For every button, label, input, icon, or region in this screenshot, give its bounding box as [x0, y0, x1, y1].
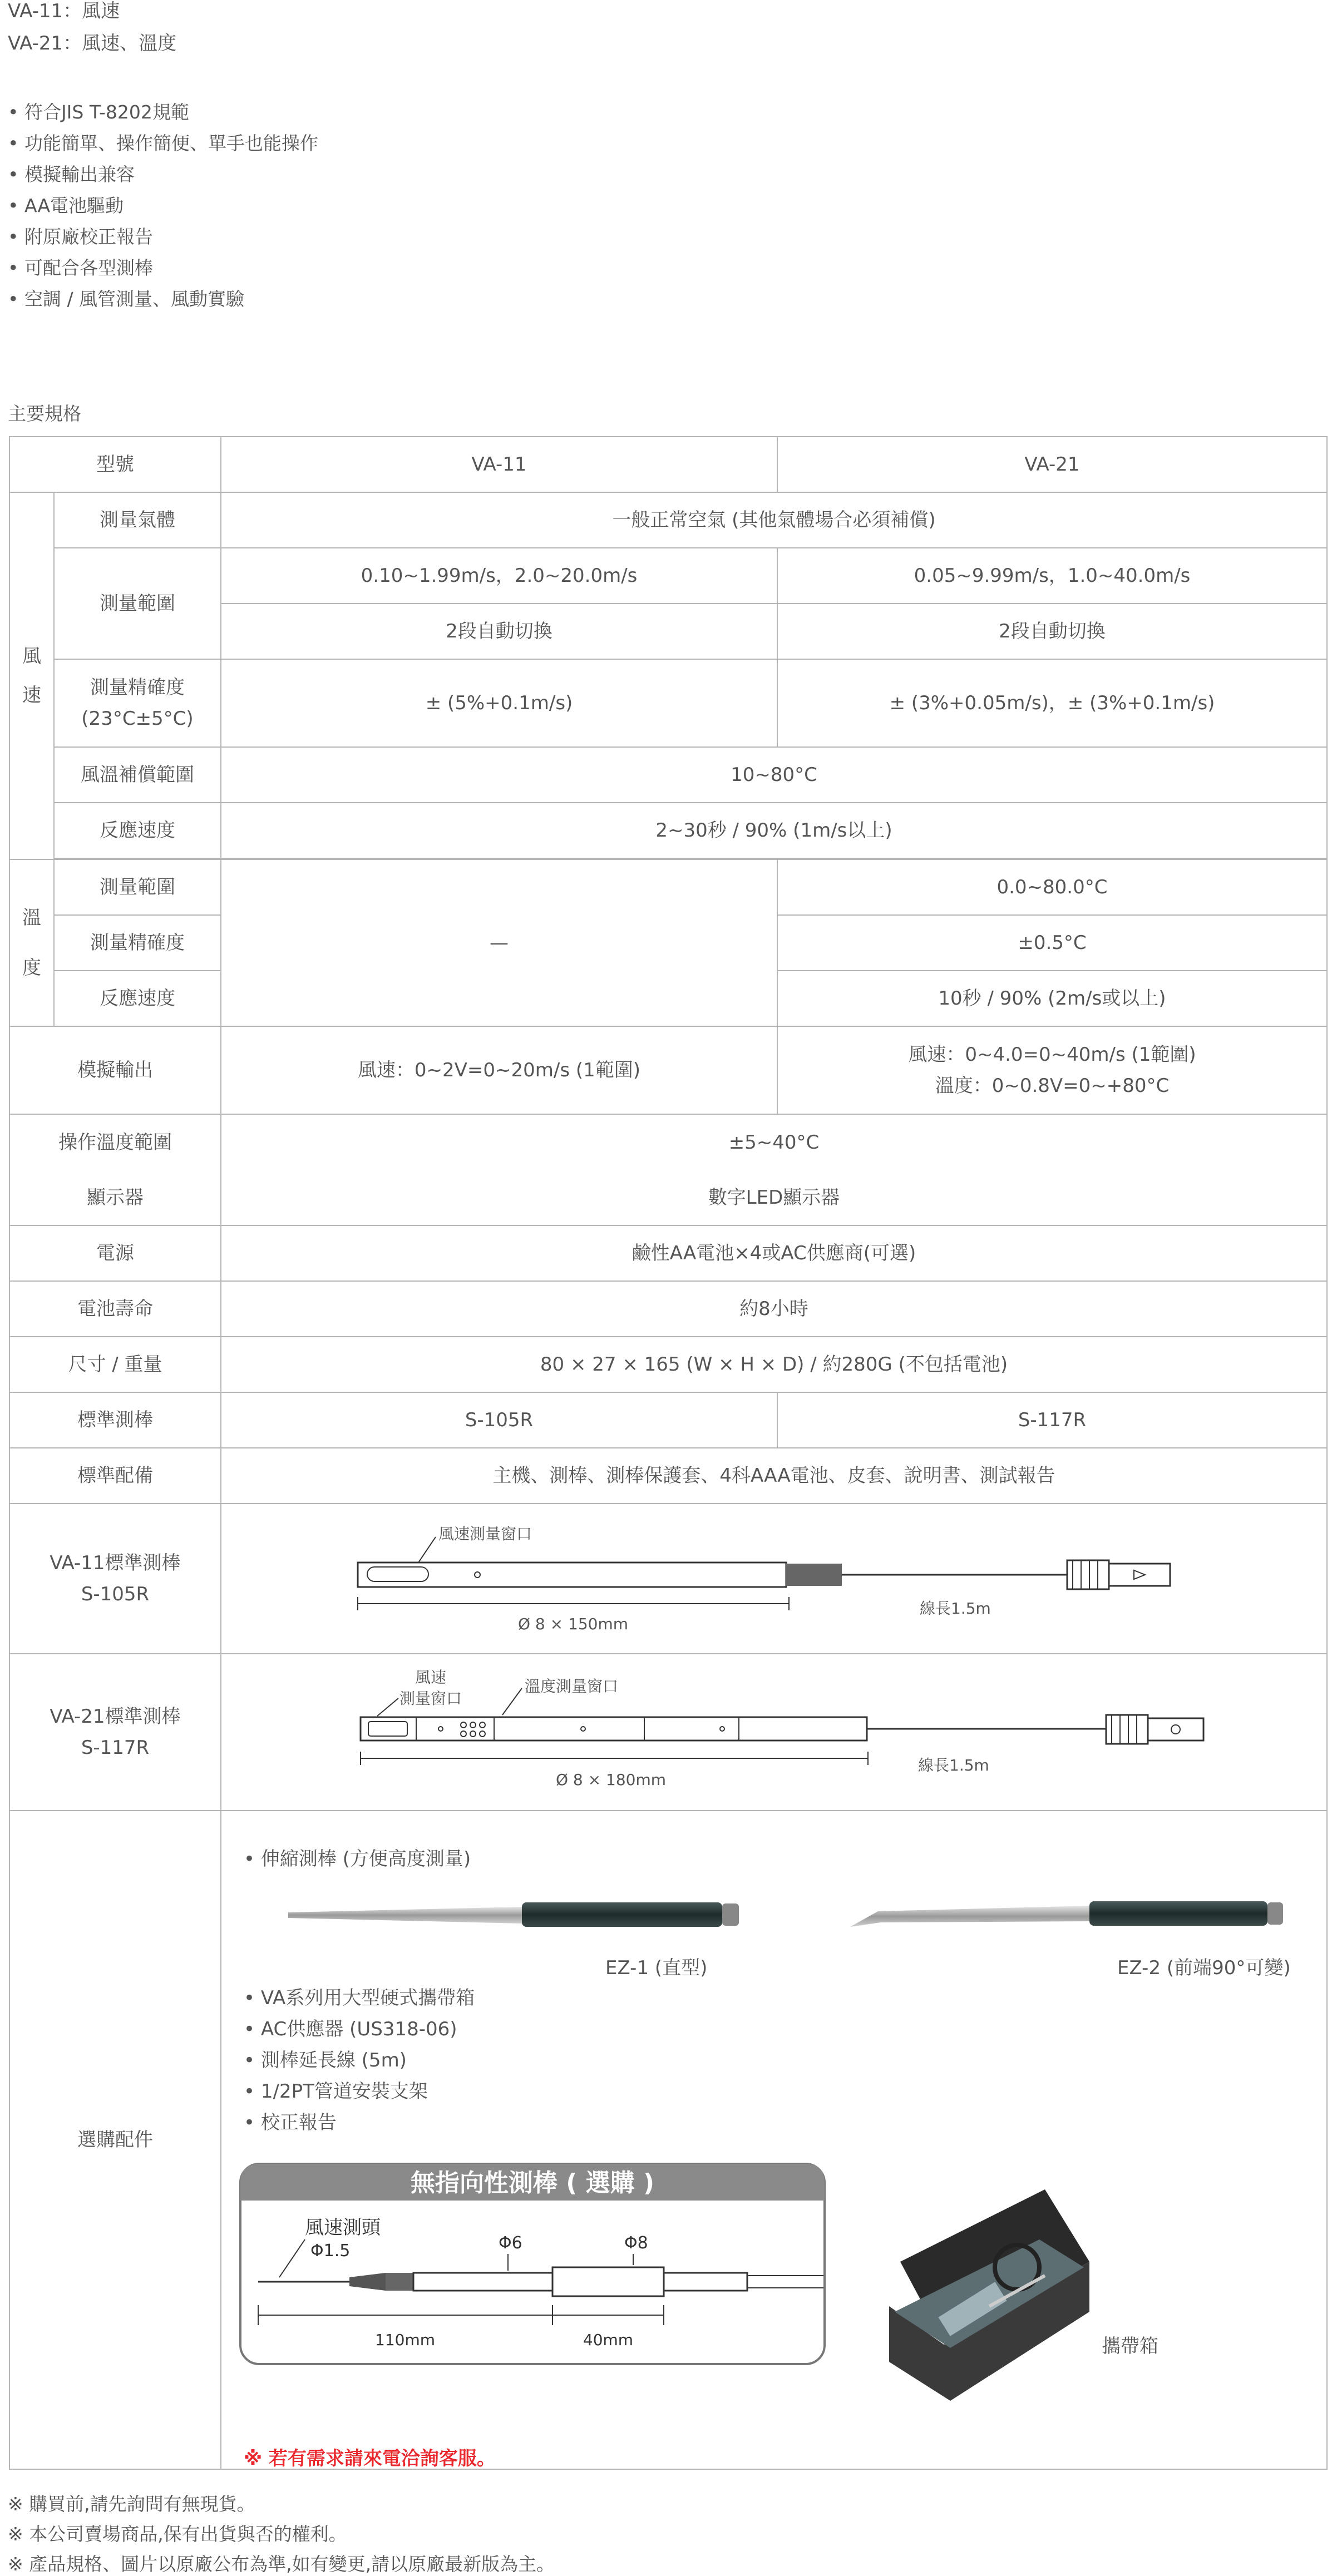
wind-switch-va21: 2段自動切換	[777, 604, 1327, 659]
table-row	[9, 1337, 1327, 1392]
table-row	[9, 1114, 1327, 1170]
probe2-cable-length: 線長1.5m	[918, 1756, 989, 1774]
temp-accuracy-label: 測量精確度	[54, 915, 221, 971]
wind-accuracy-label-line2: (23°C±5°C)	[81, 708, 194, 730]
option-item: • 測棒延長線 (5m)	[244, 2049, 407, 2071]
temp-accuracy-va21: ±0.5°C	[777, 915, 1327, 971]
probe2-temp-window-label: 溫度測量窗口	[525, 1677, 619, 1695]
omni-probe-sensor	[552, 2267, 664, 2296]
table-row	[9, 1026, 1327, 1114]
omni-phi1: Φ1.5	[310, 2241, 351, 2261]
feature-item: • AA電池驅動	[8, 195, 124, 216]
power-value: 鹼性AA電池×4或AC供應商(可選)	[221, 1225, 1327, 1281]
table-row	[9, 859, 1327, 915]
option-item: • 1/2PT管道安裝支架	[244, 2080, 428, 2103]
feature-item: • 符合JIS T-8202規範	[8, 101, 189, 123]
model-va21: VA-21	[777, 437, 1327, 492]
table-row	[9, 1392, 1327, 1448]
feature-item: • 可配合各型測棒	[8, 257, 153, 279]
ez1-caption: EZ-1 (直型)	[605, 1957, 708, 1979]
table-row	[9, 437, 1327, 492]
wind-resp-label: 反應速度	[54, 803, 221, 858]
option-item: • 校正報告	[244, 2112, 337, 2134]
telescopic-probes-image	[221, 1889, 1326, 1950]
options-label: 選購配件	[9, 1811, 221, 2469]
probe-va21: S-117R	[777, 1392, 1327, 1448]
probe2-label-line1: VA-21標準測棒	[50, 1705, 181, 1728]
ez2-caption: EZ-2 (前端90°可變)	[1117, 1957, 1291, 1979]
table-row	[9, 659, 1327, 747]
probe2-window-label-1: 風速	[415, 1668, 447, 1687]
probe1-drawing-cell	[221, 1504, 1327, 1654]
table-row	[9, 1225, 1327, 1281]
probe1-label	[9, 1504, 221, 1654]
omni-phi3: Φ8	[624, 2233, 648, 2253]
model-va11: VA-11	[221, 437, 777, 492]
omni-probe-diagram	[238, 2162, 828, 2367]
probe1-grip	[786, 1564, 842, 1586]
std-value: 主機、測棒、測棒保護套、4科AAA電池、皮套、說明書、測試報告	[221, 1448, 1327, 1504]
option-item: • AC供應器 (US318-06)	[244, 2018, 457, 2040]
probe2-window-label-2: 測量窗口	[399, 1689, 462, 1708]
probe1-dimension: Ø 8 × 150mm	[517, 1615, 629, 1633]
temp-va11-value: —	[221, 859, 777, 1026]
table-row	[9, 548, 1327, 604]
probe1-window-slot	[367, 1567, 428, 1581]
ez2-probe	[850, 1901, 1283, 1927]
table-row	[9, 1281, 1327, 1337]
table-row	[9, 1170, 1327, 1225]
case-caption: 攜帶箱	[1102, 2335, 1158, 2357]
analog-va21-wind: 風速：0~4.0=0~40m/s (1範圍)	[908, 1044, 1196, 1066]
table-row	[9, 492, 1327, 548]
wind-resp-value: 2~30秒 / 90% (1m/s以上)	[221, 803, 1327, 858]
display-value: 數字LED顯示器	[221, 1170, 1327, 1225]
probe2-dimension: Ø 8 × 180mm	[555, 1771, 667, 1789]
op-temp-value: ±5~40°C	[221, 1114, 1327, 1170]
probe2-label	[9, 1654, 221, 1811]
telescopic-probe-text: • 伸縮測棒 (方便高度測量)	[244, 1848, 471, 1870]
table-row	[9, 1654, 1327, 1811]
footer-note: ※ 產品規格、圖片以原廠公布為準,如有變更,請以原廠最新版為主。	[8, 2553, 555, 2575]
probe1-window-label: 風速測量窗口	[438, 1525, 532, 1543]
table-row	[9, 1448, 1327, 1504]
battery-label: 電池壽命	[9, 1281, 221, 1337]
battery-value: 約8小時	[221, 1281, 1327, 1337]
gas-value: 一般正常空氣 (其他氣體場合必須補償)	[221, 492, 1327, 548]
omni-title: 無指向性測棒 ( 選購 )	[410, 2169, 655, 2197]
wind-accuracy-va21: ± (3%+0.05m/s)，± (3%+0.1m/s)	[777, 659, 1327, 747]
wind-comp-value: 10~80°C	[221, 747, 1327, 803]
section-title: 主要規格	[8, 403, 81, 424]
op-temp-label: 操作溫度範圍	[9, 1114, 221, 1170]
feature-item: • 功能簡單、操作簡便、單手也能操作	[8, 132, 318, 154]
temp-range-va21: 0.0~80.0°C	[777, 859, 1327, 915]
omni-probe-shaft	[413, 2273, 552, 2291]
wind-comp-label: 風溫補償範圍	[54, 747, 221, 803]
feature-item: • 附原廠校正報告	[8, 226, 153, 248]
power-label: 電源	[9, 1225, 221, 1281]
options-cell	[221, 1811, 1327, 2469]
intro-va21: VA-21：風速、溫度	[8, 32, 177, 55]
probe1-cable-length: 線長1.5m	[920, 1599, 991, 1618]
footer-note: ※ 購買前,請先詢問有無現貨。	[8, 2493, 255, 2515]
table-row	[9, 1811, 1327, 2469]
wind-range-va21: 0.05~9.99m/s，1.0~40.0m/s	[777, 548, 1327, 604]
probe-va11: S-105R	[221, 1392, 777, 1448]
display-label: 顯示器	[9, 1170, 221, 1225]
temp-group-label	[9, 859, 54, 1026]
table-row	[9, 747, 1327, 803]
analog-va21-temp: 溫度：0~0.8V=0~+80°C	[935, 1075, 1170, 1097]
wind-group-label	[9, 492, 54, 859]
wind-range-va11: 0.10~1.99m/s，2.0~20.0m/s	[221, 548, 777, 604]
gas-label: 測量氣體	[54, 492, 221, 548]
wind-accuracy-va11: ± (5%+0.1m/s)	[221, 659, 777, 747]
footer-note: ※ 本公司賣場商品,保有出貨與否的權利。	[8, 2523, 347, 2545]
inquiry-note: ※ 若有需求請來電洽詢客服。	[244, 2448, 496, 2470]
probe-label: 標準測棒	[9, 1392, 221, 1448]
temp-group-text: 溫度	[22, 907, 41, 979]
wind-accuracy-label-line1: 測量精確度	[90, 676, 185, 699]
feature-item: • 空調 / 風管測量、風動實驗	[8, 288, 245, 310]
probe1-label-line2: S-105R	[81, 1583, 150, 1605]
size-label: 尺寸 / 重量	[9, 1337, 221, 1392]
probe2-body	[361, 1717, 867, 1741]
analog-va21	[777, 1026, 1327, 1114]
options-content	[221, 1811, 1326, 2468]
probe1-label-line1: VA-11標準測棒	[50, 1552, 181, 1574]
analog-label: 模擬輸出	[9, 1026, 221, 1114]
table-row	[9, 803, 1327, 858]
spec-table	[9, 436, 1328, 2470]
temp-resp-va21: 10秒 / 90% (2m/s或以上)	[777, 971, 1327, 1026]
probe2-diagram	[221, 1655, 1326, 1809]
wind-accuracy-label	[54, 659, 221, 747]
carrying-case-image	[878, 2178, 1101, 2412]
wind-range-label: 測量範圍	[54, 548, 221, 659]
probe2-drawing-cell	[221, 1654, 1327, 1811]
model-label: 型號	[9, 437, 221, 492]
omni-length-110: 110mm	[375, 2331, 435, 2349]
omni-length-40: 40mm	[583, 2331, 634, 2349]
intro-va11: VA-11：風速	[8, 0, 120, 22]
std-label: 標準配備	[9, 1448, 221, 1504]
option-item: • VA系列用大型硬式攜帶箱	[244, 1987, 475, 2009]
ez1-probe	[288, 1902, 739, 1927]
analog-va11: 風速：0~2V=0~20m/s (1範圍)	[221, 1026, 777, 1114]
omni-head-label: 風速測頭	[305, 2217, 381, 2239]
temp-resp-label: 反應速度	[54, 971, 221, 1026]
feature-item: • 模擬輸出兼容	[8, 164, 135, 185]
probe1-diagram	[221, 1505, 1326, 1653]
wind-switch-va11: 2段自動切換	[221, 604, 777, 659]
table-row	[9, 1504, 1327, 1654]
temp-range-label: 測量範圍	[54, 859, 221, 915]
omni-phi2: Φ6	[499, 2233, 522, 2253]
size-value: 80 × 27 × 165 (W × H × D) / 約280G (不包括電池)	[221, 1337, 1327, 1392]
probe2-label-line2: S-117R	[81, 1737, 150, 1759]
wind-group-text: 風速	[22, 645, 41, 706]
